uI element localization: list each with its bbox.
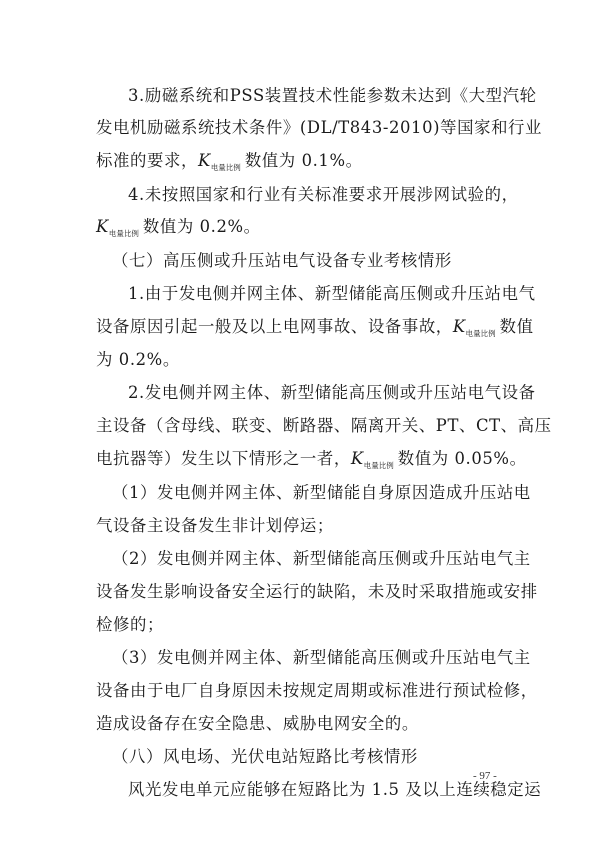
paragraph-line: 主设备（含母线、联变、断路器、隔离开关、PT、CT、高压 (96, 416, 552, 435)
paragraph-line: 风光发电单元应能够在短路比为 1.5 及以上连续稳定运 (128, 780, 542, 799)
text-span: 数值为 0.2%。 (142, 217, 261, 236)
section-heading: （七）高压侧或升压站电气设备专业考核情形 (112, 251, 452, 270)
paragraph-line: 3.励磁系统和PSS装置技术性能参数未达到《大型汽轮 (128, 86, 537, 105)
k-ratio-symbol: K (96, 217, 109, 236)
k-ratio-subscript: 电量比例 (465, 329, 496, 338)
paragraph-line: 造成设备存在安全隐患、威胁电网安全的。 (96, 714, 419, 733)
paragraph-line: 发电机励磁系统技术条件》(DL/T843-2010)等国家和行业 (96, 118, 543, 137)
paragraph-line: 设备发生影响设备安全运行的缺陷，未及时采取措施或安排 (96, 582, 538, 601)
text-span: 数值为 0.05%。 (397, 449, 527, 468)
k-ratio-symbol: K (197, 151, 211, 170)
text-span: 电抗器等）发生以下情形之一者， (96, 449, 351, 468)
section-heading: （八）风电场、光伏电站短路比考核情形 (112, 747, 418, 766)
paragraph-line: （2）发电侧并网主体、新型储能高压侧或升压站电气主 (112, 549, 531, 568)
text-span: 数值为 0.1%。 (244, 151, 363, 170)
text-span: 数值 (499, 317, 534, 336)
text-span: 标准的要求， (96, 151, 198, 170)
k-ratio-subscript: 电量比例 (108, 229, 139, 238)
paragraph-line: 为 0.2%。 (96, 350, 180, 369)
paragraph-line: 4.未按照国家和行业有关标准要求开展涉网试验的， (128, 185, 519, 204)
text-span: 设备原因引起一般及以上电网事故、设备事故， (96, 317, 453, 336)
k-ratio-symbol: K (350, 449, 364, 468)
paragraph-line (96, 447, 527, 471)
paragraph-line (96, 315, 534, 339)
paragraph-line: 设备由于电厂自身原因未按规定周期或标准进行预试检修， (96, 681, 538, 700)
paragraph-line: （1）发电侧并网主体、新型储能自身原因造成升压站电 (112, 483, 531, 502)
k-ratio-subscript: 电量比例 (363, 461, 394, 470)
paragraph-line: 1.由于发电侧并网主体、新型储能高压侧或升压站电气 (128, 284, 536, 303)
paragraph-line (96, 215, 504, 239)
paragraph-line: （3）发电侧并网主体、新型储能高压侧或升压站电气主 (112, 648, 531, 667)
paragraph-line (96, 149, 504, 173)
k-ratio-subscript: 电量比例 (210, 163, 241, 172)
page-number: - 97 - (473, 770, 497, 782)
paragraph-line: 气设备主设备发生非计划停运； (96, 516, 334, 535)
paragraph-line: 2.发电侧并网主体、新型储能高压侧或升压站电气设备 (128, 383, 536, 402)
k-ratio-symbol: K (452, 317, 466, 336)
paragraph-line: 检修的； (96, 615, 164, 634)
